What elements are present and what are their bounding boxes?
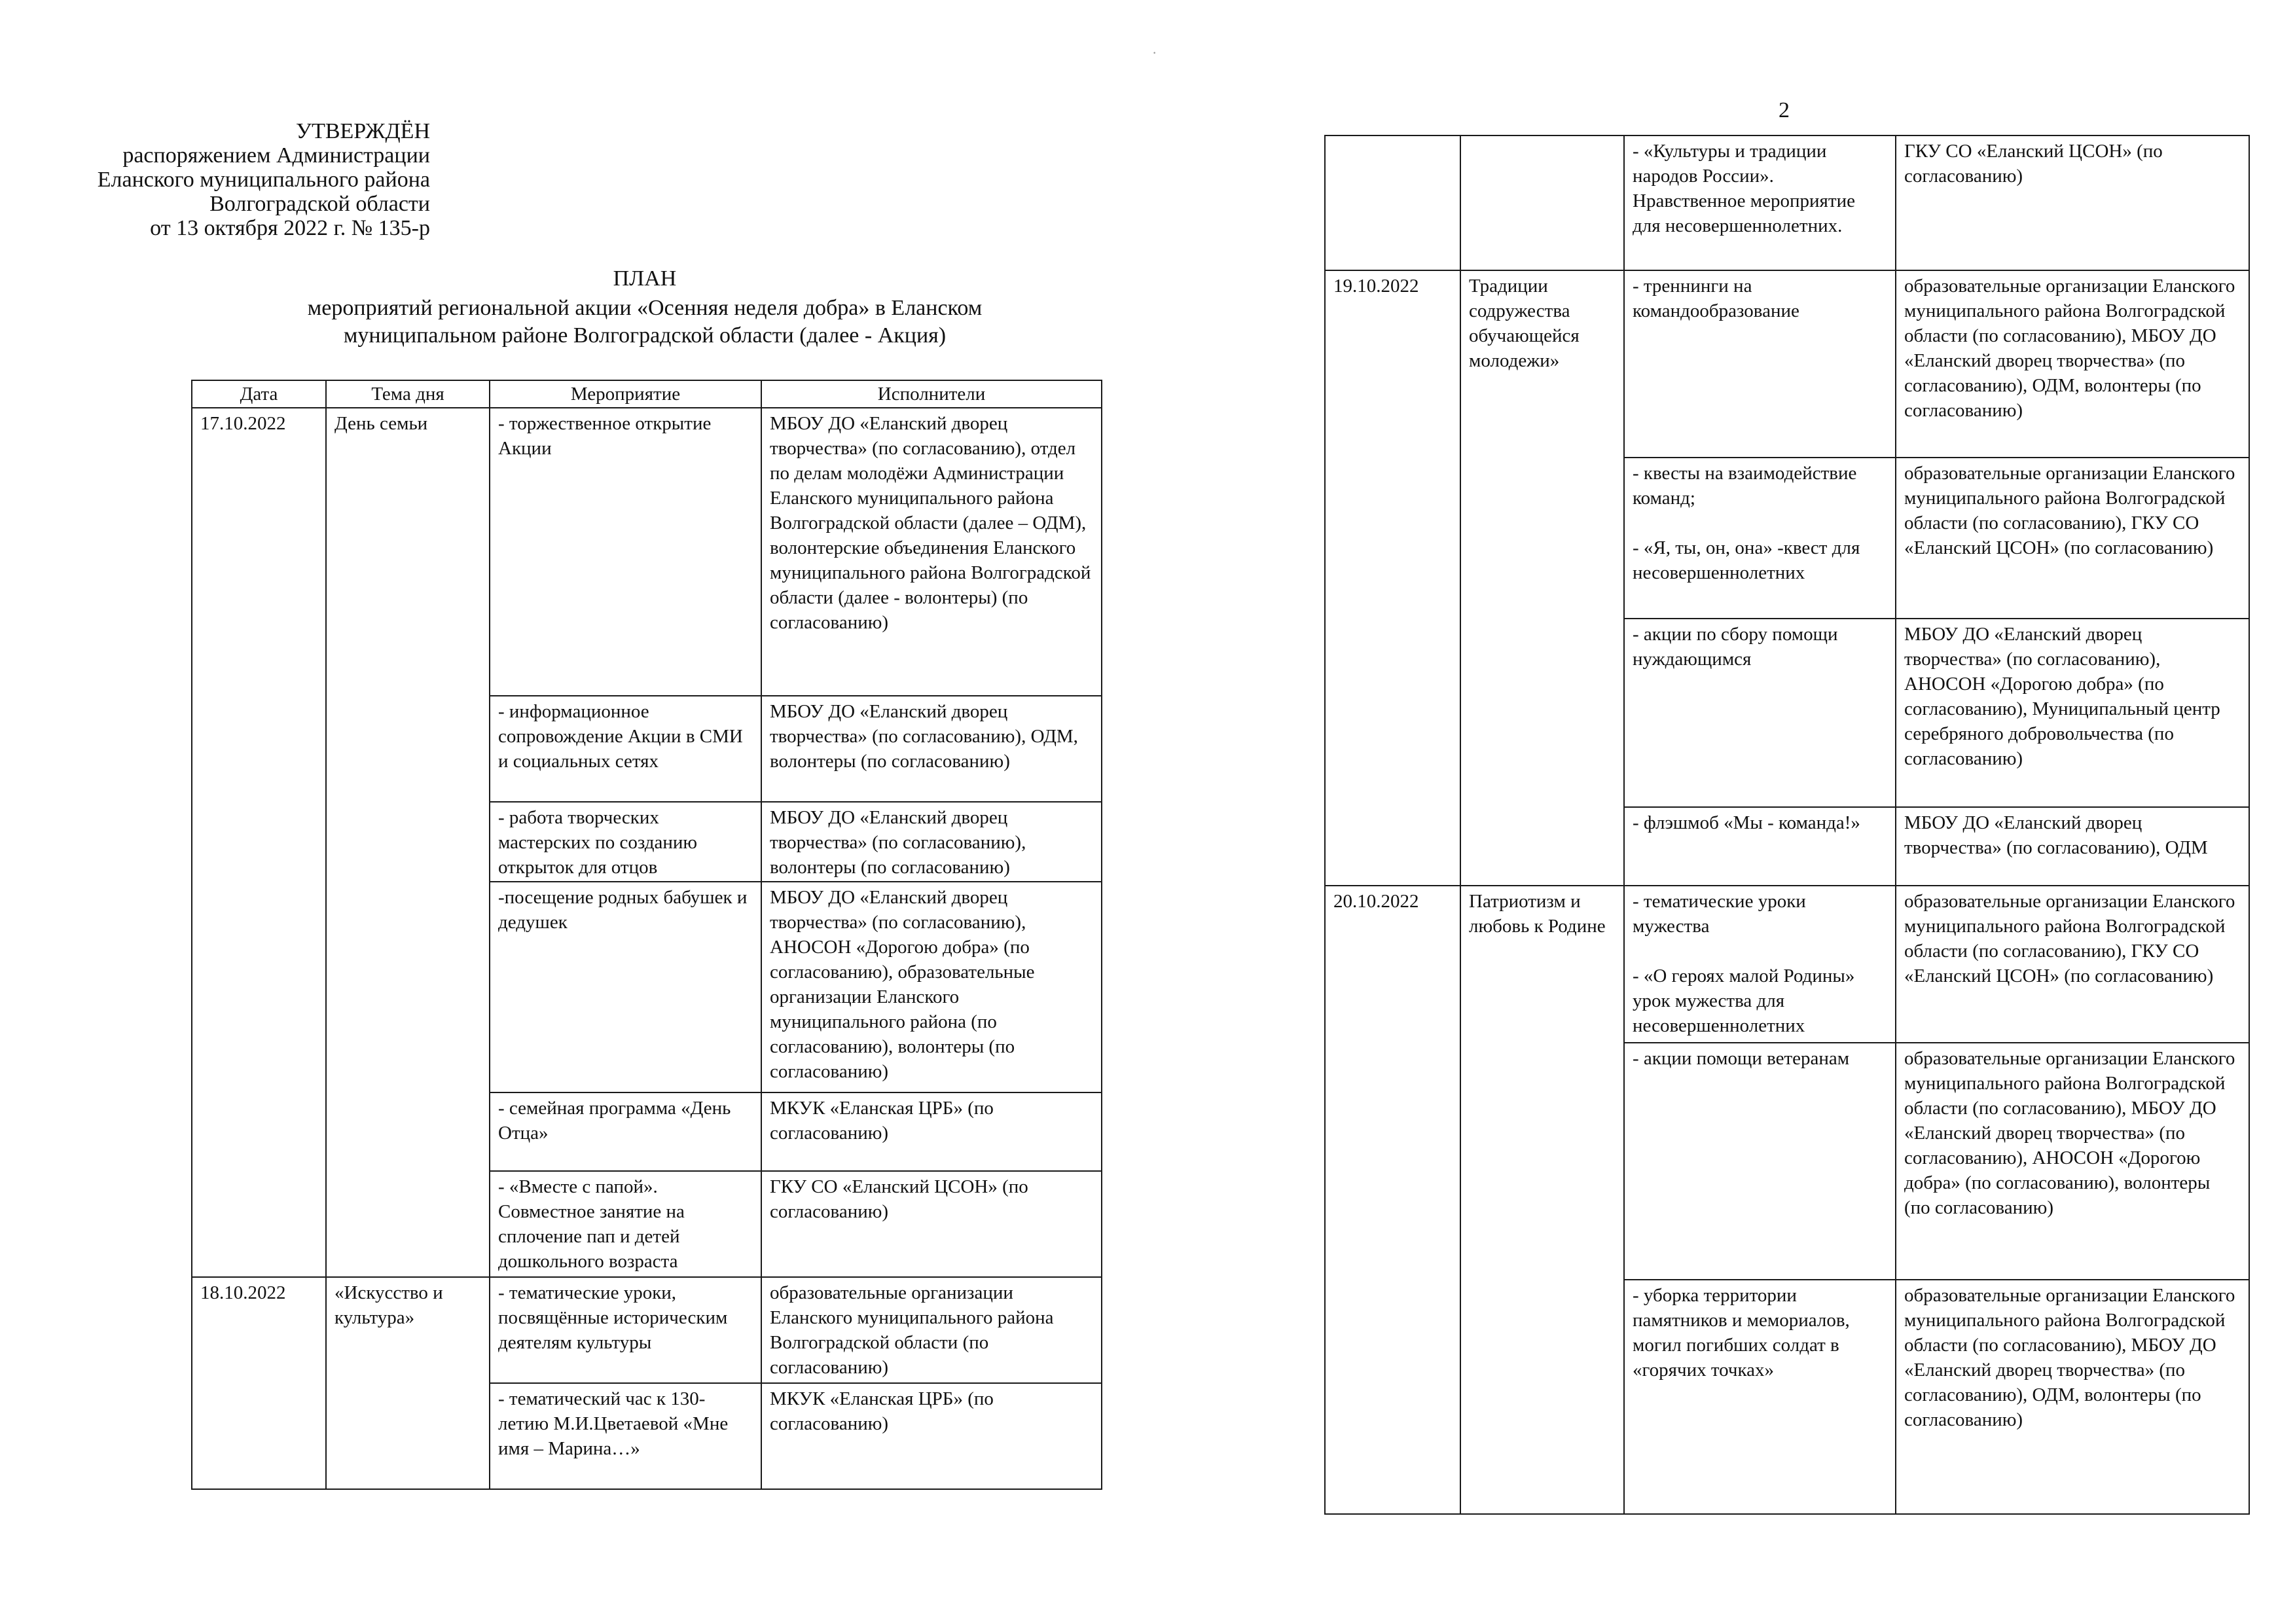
cell-executors: МБОУ ДО «Еланский дворец творчества» (по согласованию), волонтеры (по согласованию) — [761, 802, 1102, 882]
cell-event: - торжественное открытие Акции — [490, 408, 761, 696]
cell-event: - семейная программа «День Отца» — [490, 1092, 761, 1171]
cell-event — [1624, 458, 1896, 619]
cell-event: - треннинги на командообразование — [1624, 270, 1896, 458]
plan-subtitle-line: муниципальном районе Волгоградской области (далее - Акция) — [343, 323, 947, 348]
cell-date: 18.10.2022 — [192, 1277, 326, 1489]
cell-executors: образовательные организации Еланского муниципального района Волгоградской области (по согласованию) — [761, 1277, 1102, 1383]
approval-line: распоряжением Администрации — [122, 143, 430, 168]
cell-theme: Патриотизм и любовь к Родине — [1460, 886, 1624, 1514]
cell-event: - тематический час к 130-летию М.И.Цветаевой «Мне имя – Марина…» — [490, 1383, 761, 1489]
cell-event: - акции по сбору помощи нуждающимся — [1624, 619, 1896, 807]
table-row — [192, 408, 1102, 696]
approval-line: Волгоградской области — [209, 192, 430, 216]
cell-event: - акции помощи ветеранам — [1624, 1043, 1896, 1280]
table-row — [1325, 270, 2249, 458]
cell-executors: образовательные организации Еланского муниципального района Волгоградской области (по согласованию), МБОУ ДО «Еланский дворец творчества» (по согласованию), АНОСОН «Дорогою добра» (по согласованию), волонтеры (по согласованию) — [1896, 1043, 2249, 1280]
cell-event: - «Вместе с папой». Совместное занятие на сплочение пап и детей дошкольного возраста — [490, 1171, 761, 1277]
page-number: 2 — [1779, 98, 1790, 122]
cell-date: 19.10.2022 — [1325, 270, 1460, 886]
event-line: - квесты на взаимодействие команд; — [1633, 463, 1857, 509]
cell-event: - работа творческих мастерских по созданию открыток для отцов — [490, 802, 761, 882]
plan-table-page-1 — [191, 380, 1102, 1490]
cell-executors: образовательные организации Еланского муниципального района Волгоградской области (по согласованию), МБОУ ДО «Еланский дворец творчества» (по согласованию), ОДМ, волонтеры (по согласованию) — [1896, 270, 2249, 458]
cell-executors: МБОУ ДО «Еланский дворец творчества» (по согласованию), отдел по делам молодёжи Администрации Еланского муниципального района Волгоградской области (далее – ОДМ), волонтерские объединения Еланского муниципального района Волгоградской области (далее - волонтеры) (по согласованию) — [761, 408, 1102, 696]
cell-date: 20.10.2022 — [1325, 886, 1460, 1514]
cell-executors: образовательные организации Еланского муниципального района Волгоградской области (по согласованию), МБОУ ДО «Еланский дворец творчества» (по согласованию), ОДМ, волонтеры (по согласованию) — [1896, 1280, 2249, 1514]
cell-date — [1325, 135, 1460, 270]
table-row — [1325, 886, 2249, 1043]
cell-executors: ГКУ СО «Еланский ЦСОН» (по согласованию) — [1896, 135, 2249, 270]
approval-line: УТВЕРЖДЁН — [296, 119, 430, 143]
cell-executors: МБОУ ДО «Еланский дворец творчества» (по согласованию), ОДМ, волонтеры (по согласованию) — [761, 696, 1102, 802]
cell-executors: МБОУ ДО «Еланский дворец творчества» (по согласованию), АНОСОН «Дорогою добра» (по согласованию), Муниципальный центр серебряного добровольчества (по согласованию) — [1896, 619, 2249, 807]
plan-table-page-2 — [1324, 135, 2250, 1515]
cell-executors: МКУК «Еланская ЦРБ» (по согласованию) — [761, 1383, 1102, 1489]
cell-executors: образовательные организации Еланского муниципального района Волгоградской области (по согласованию), ГКУ СО «Еланский ЦСОН» (по согласованию) — [1896, 886, 2249, 1043]
cell-event: - «Культуры и традиции народов России». Нравственное мероприятие для несовершеннолетних. — [1624, 135, 1896, 270]
cell-executors: МБОУ ДО «Еланский дворец творчества» (по согласованию), АНОСОН «Дорогою добра» (по согласованию), образовательные организации Еланского муниципального района (по согласованию), волонтеры (по согласованию) — [761, 882, 1102, 1092]
table-header-row — [192, 380, 1102, 408]
cell-theme: «Искусство и культура» — [326, 1277, 490, 1489]
table-row — [192, 1277, 1102, 1383]
cell-theme — [1460, 135, 1624, 270]
plan-subtitle-line: мероприятий региональной акции «Осенняя неделя добра» в Еланском — [307, 296, 983, 320]
cell-event: - тематические уроки, посвящённые историческим деятелям культуры — [490, 1277, 761, 1383]
event-line: - тематические уроки мужества — [1633, 891, 1806, 937]
cell-event: - флэшмоб «Мы - команда!» — [1624, 807, 1896, 886]
cell-event: -посещение родных бабушек и дедушек — [490, 882, 761, 1092]
cell-date: 17.10.2022 — [192, 408, 326, 1277]
cell-theme: День семьи — [326, 408, 490, 1277]
event-line: - «О героях малой Родины» урок мужества для несовершеннолетних — [1633, 965, 1855, 1036]
approval-line: Еланского муниципального района — [97, 168, 430, 192]
cell-executors: образовательные организации Еланского муниципального района Волгоградской области (по согласованию), ГКУ СО «Еланский ЦСОН» (по согласованию) — [1896, 458, 2249, 619]
cell-event: - уборка территории памятников и мемориалов, могил погибших солдат в «горячих точках» — [1624, 1280, 1896, 1514]
cell-executors: ГКУ СО «Еланский ЦСОН» (по согласованию) — [761, 1171, 1102, 1277]
cell-event — [1624, 886, 1896, 1043]
cell-event: - информационное сопровождение Акции в СМИ и социальных сетях — [490, 696, 761, 802]
cell-executors: МКУК «Еланская ЦРБ» (по согласованию) — [761, 1092, 1102, 1171]
event-line: - «Я, ты, он, она» -квест для несовершеннолетних — [1633, 537, 1860, 583]
approval-line: от 13 октября 2022 г. № 135-р — [150, 216, 430, 240]
approval-stamp — [0, 119, 430, 240]
plan-subtitle — [190, 295, 1100, 350]
header-date: Дата — [192, 380, 326, 408]
header-event: Мероприятие — [490, 380, 761, 408]
table-row — [1325, 135, 2249, 270]
scan-mark: · — [1152, 45, 1157, 61]
header-theme: Тема дня — [326, 380, 490, 408]
header-executors: Исполнители — [761, 380, 1102, 408]
plan-title: ПЛАН — [613, 266, 677, 291]
cell-theme: Традиции содружества обучающейся молодежи» — [1460, 270, 1624, 886]
cell-executors: МБОУ ДО «Еланский дворец творчества» (по согласованию), ОДМ — [1896, 807, 2249, 886]
